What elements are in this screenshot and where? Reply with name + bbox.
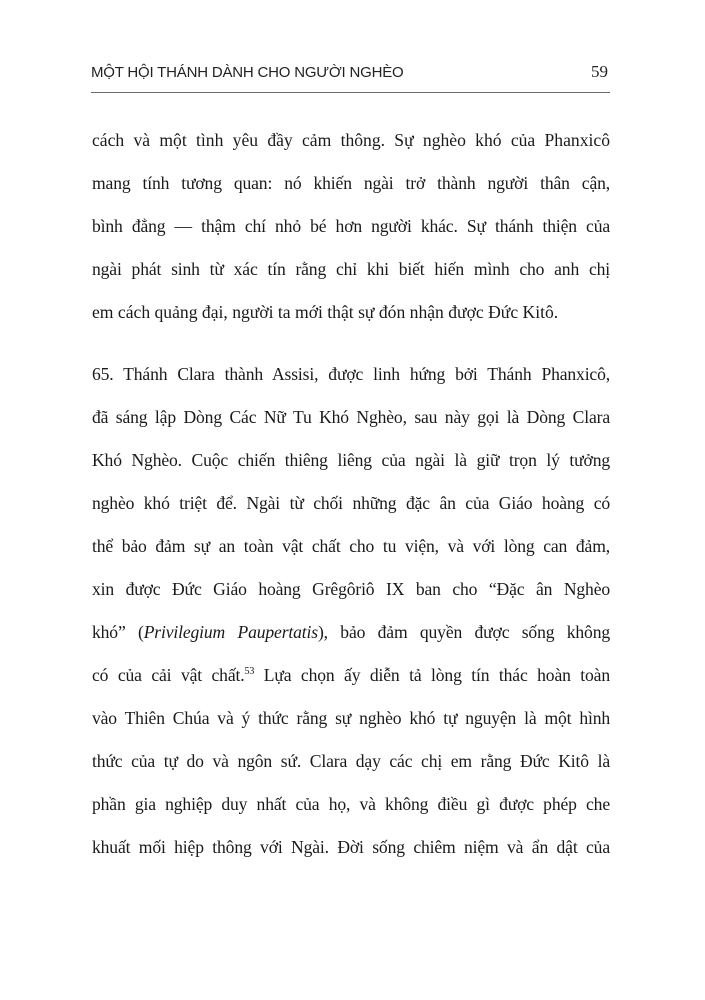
footnote-reference[interactable]: 53 xyxy=(244,666,255,677)
text-line: bình đẳng — thậm chí nhỏ bé hơn người khác. Sự thánh thiện của xyxy=(92,216,610,236)
page-header xyxy=(91,62,610,93)
latin-term: Privilegium Paupertatis xyxy=(143,622,318,642)
page-number: 59 xyxy=(591,62,608,81)
text-line: cách và một tình yêu đầy cảm thông. Sự nghèo khó của Phanxicô xyxy=(92,130,610,150)
text-line: Khó Nghèo. Cuộc chiến thiêng liêng của ngài là giữ trọn lý tưởng xyxy=(92,450,610,470)
text-segment: khó” ( xyxy=(92,622,144,642)
text-line xyxy=(92,620,610,644)
text-line: thức của tự do và ngôn sứ. Clara dạy các chị em rằng Đức Kitô là xyxy=(92,751,610,771)
text-line: khuất mối hiệp thông với Ngài. Đời sống chiêm niệm và ẩn dật của xyxy=(92,837,610,857)
text-segment: ), bảo đảm quyền được sống không xyxy=(317,622,610,642)
text-line: phần gia nghiệp duy nhất của họ, và không điều gì được phép che xyxy=(92,794,610,814)
text-segment: Lựa chọn ấy diễn tả lòng tín thác hoàn toàn xyxy=(254,665,610,685)
text-segment: có của cải vật chất. xyxy=(92,665,245,685)
text-line: em cách quảng đại, người ta mới thật sự đón nhận được Đức Kitô. xyxy=(92,302,559,322)
running-title: MỘT HỘI THÁNH DÀNH CHO NGƯỜI NGHÈO xyxy=(91,64,404,81)
text-line xyxy=(92,663,610,687)
text-line: thể bảo đảm sự an toàn vật chất cho tu viện, và với lòng can đảm, xyxy=(92,536,610,556)
text-line: nghèo khó triệt để. Ngài từ chối những đặc ân của Giáo hoàng có xyxy=(92,493,610,513)
text-line: 65. Thánh Clara thành Assisi, được linh hứng bởi Thánh Phanxicô, xyxy=(92,364,610,384)
text-line: ngài phát sinh từ xác tín rằng chỉ khi biết hiến mình cho anh chị xyxy=(92,259,610,279)
text-line: mang tính tương quan: nó khiến ngài trở thành người thân cận, xyxy=(92,173,610,193)
text-line: xin được Đức Giáo hoàng Grêgôriô IX ban cho “Đặc ân Nghèo xyxy=(92,579,610,599)
text-line: vào Thiên Chúa và ý thức rằng sự nghèo khó tự nguyện là một hình xyxy=(92,708,610,728)
text-line: đã sáng lập Dòng Các Nữ Tu Khó Nghèo, sau này gọi là Dòng Clara xyxy=(92,407,610,427)
